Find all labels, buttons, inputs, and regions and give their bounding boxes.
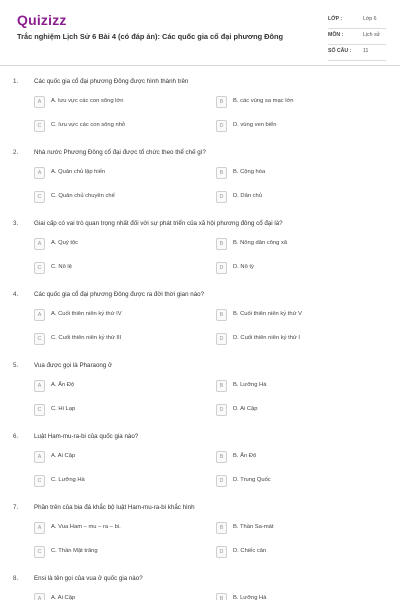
- option-letter: D: [216, 546, 227, 558]
- option-text: A. lưu vực các con sông lớn: [51, 98, 124, 104]
- option-text: A. Ai Cập: [51, 595, 76, 600]
- option-letter: B: [216, 238, 227, 250]
- option-text: C. Thần Mặt trăng: [51, 548, 98, 554]
- option-letter: C: [34, 404, 45, 416]
- option-text: D. Dân chủ: [233, 193, 262, 199]
- worksheet-title: Trắc nghiệm Lịch Sử 6 Bài 4 (có đáp án): Các quốc gia cổ đại phương Đông: [17, 32, 284, 41]
- answer-option-b[interactable]: [216, 96, 366, 110]
- option-text: B. Thần Sa-mát: [233, 524, 274, 530]
- option-letter: A: [34, 451, 45, 463]
- option-text: D. Ai Cập: [233, 406, 258, 412]
- question-number: 5.: [13, 362, 19, 369]
- question-item: [0, 147, 400, 218]
- answer-option-b[interactable]: [216, 451, 366, 465]
- option-text: B. Nông dân công xã: [233, 240, 288, 246]
- meta-row-subject: [328, 29, 386, 45]
- option-letter: A: [34, 593, 45, 600]
- option-text: C. Quân chủ chuyên chế: [51, 193, 115, 199]
- answer-option-b[interactable]: [216, 309, 366, 323]
- answer-option-a[interactable]: [34, 96, 184, 110]
- question-number: 6.: [13, 433, 19, 440]
- answer-option-c[interactable]: [34, 546, 184, 560]
- option-text: D. Trung Quốc: [233, 477, 271, 483]
- option-letter: B: [216, 167, 227, 179]
- option-text: A. Quý tộc: [51, 240, 79, 246]
- question-text: Phần trên của bia đá khắc bộ luật Ham-mu-ra-bi khắc hình: [34, 504, 195, 511]
- meta-label: MÔN :: [328, 32, 344, 38]
- option-text: A. Vua Ham – mu – ra – bi.: [51, 524, 121, 530]
- worksheet-header: [0, 0, 400, 66]
- answer-option-b[interactable]: [216, 522, 366, 536]
- option-text: B. Lưỡng Hà: [233, 595, 267, 600]
- meta-table: [328, 13, 386, 61]
- answer-option-d[interactable]: [216, 191, 366, 205]
- option-text: D. Nô tỳ: [233, 264, 254, 270]
- option-text: A. Ai Cập: [51, 453, 76, 459]
- answer-option-b[interactable]: [216, 593, 366, 600]
- meta-row-count: [328, 45, 386, 61]
- question-text: Ensi là tên gọi của vua ở quốc gia nào?: [34, 575, 143, 582]
- option-text: B. Cộng hòa: [233, 169, 266, 175]
- option-letter: C: [34, 333, 45, 345]
- answer-option-c[interactable]: [34, 404, 184, 418]
- question-item: [0, 289, 400, 360]
- option-letter: C: [34, 120, 45, 132]
- option-letter: B: [216, 96, 227, 108]
- option-text: B. Lưỡng Hà: [233, 382, 267, 388]
- option-text: B. Cuối thiên niên kỷ thứ V: [233, 311, 302, 317]
- option-text: A. Cuối thiên niên kỷ thứ IV: [51, 311, 122, 317]
- option-text: C. Cuối thiên niên kỷ thứ III: [51, 335, 122, 341]
- option-text: A. Quân chủ lập hiến: [51, 169, 106, 175]
- option-letter: A: [34, 522, 45, 534]
- question-number: 2.: [13, 149, 19, 156]
- option-letter: D: [216, 262, 227, 274]
- question-item: [0, 76, 400, 147]
- option-letter: D: [216, 333, 227, 345]
- option-text: D. Cuối thiên niên kỷ thứ I: [233, 335, 301, 341]
- question-item: [0, 573, 400, 600]
- answer-option-c[interactable]: [34, 191, 184, 205]
- answer-option-c[interactable]: [34, 262, 184, 276]
- question-number: 8.: [13, 575, 19, 582]
- option-text: B. Ấn Độ: [233, 453, 257, 459]
- option-text: C. Hi Lạp: [51, 406, 76, 412]
- option-letter: B: [216, 593, 227, 600]
- question-text: Giai cấp có vai trò quan trọng nhất đối với sự phát triển của xã hội phương đông cổ đại là?: [34, 220, 283, 227]
- answer-option-d[interactable]: [216, 262, 366, 276]
- option-text: D. vùng ven biển: [233, 122, 277, 128]
- option-letter: D: [216, 404, 227, 416]
- answer-option-a[interactable]: [34, 451, 184, 465]
- quizizz-logo: Quizizz: [17, 12, 67, 28]
- answer-option-d[interactable]: [216, 120, 366, 134]
- option-letter: A: [34, 380, 45, 392]
- option-letter: B: [216, 522, 227, 534]
- option-letter: C: [34, 475, 45, 487]
- question-item: [0, 218, 400, 289]
- option-text: B. các vùng sa mạc lớn: [233, 98, 294, 104]
- option-letter: C: [34, 546, 45, 558]
- meta-label: LỚP :: [328, 16, 343, 22]
- option-letter: C: [34, 191, 45, 203]
- option-letter: A: [34, 238, 45, 250]
- meta-value: Lịch sử: [363, 32, 381, 38]
- option-letter: A: [34, 96, 45, 108]
- answer-option-b[interactable]: [216, 380, 366, 394]
- option-text: C. Nô lệ: [51, 264, 72, 270]
- option-letter: B: [216, 451, 227, 463]
- question-number: 7.: [13, 504, 19, 511]
- meta-value: 11: [363, 48, 369, 54]
- answer-option-a[interactable]: [34, 238, 184, 252]
- question-text: Các quốc gia cổ đại phương Đông được ra đời thời gian nào?: [34, 291, 205, 298]
- answer-option-b[interactable]: [216, 238, 366, 252]
- question-number: 4.: [13, 291, 19, 298]
- option-letter: D: [216, 120, 227, 132]
- answer-option-c[interactable]: [34, 333, 184, 347]
- option-letter: B: [216, 380, 227, 392]
- answer-option-c[interactable]: [34, 120, 184, 134]
- option-text: C. Lưỡng Hà: [51, 477, 85, 483]
- option-letter: D: [216, 475, 227, 487]
- answer-option-a[interactable]: [34, 380, 184, 394]
- meta-row-grade: [328, 13, 386, 29]
- option-letter: A: [34, 167, 45, 179]
- option-text: A. Ấn Độ: [51, 382, 75, 388]
- answer-option-a[interactable]: [34, 309, 184, 323]
- option-text: C. lưu vực các con sông nhỏ: [51, 122, 126, 128]
- question-text: Vua được gọi là Pharaong ở: [34, 362, 113, 369]
- question-item: [0, 431, 400, 502]
- question-number: 3.: [13, 220, 19, 227]
- answer-option-d[interactable]: [216, 546, 366, 560]
- question-text: Luật Ham-mu-ra-bi của quốc gia nào?: [34, 433, 139, 440]
- answer-option-d[interactable]: [216, 333, 366, 347]
- option-letter: D: [216, 191, 227, 203]
- answer-option-a[interactable]: [34, 522, 184, 536]
- question-text: Các quốc gia cổ đại phương Đông được hình thành trên: [34, 78, 189, 85]
- answer-option-c[interactable]: [34, 475, 184, 489]
- option-letter: C: [34, 262, 45, 274]
- question-text: Nhà nước Phương Đông cổ đại được tổ chức theo thể chế gì?: [34, 149, 206, 156]
- answer-option-a[interactable]: [34, 593, 184, 600]
- question-item: [0, 502, 400, 573]
- question-number: 1.: [13, 78, 19, 85]
- meta-label: SỐ CÂU :: [328, 48, 352, 54]
- answer-option-d[interactable]: [216, 404, 366, 418]
- meta-value: Lớp 6: [363, 16, 377, 22]
- option-text: D. Chiếc cân: [233, 548, 267, 554]
- question-item: [0, 360, 400, 431]
- answer-option-d[interactable]: [216, 475, 366, 489]
- option-letter: B: [216, 309, 227, 321]
- answer-option-a[interactable]: [34, 167, 184, 181]
- answer-option-b[interactable]: [216, 167, 366, 181]
- option-letter: A: [34, 309, 45, 321]
